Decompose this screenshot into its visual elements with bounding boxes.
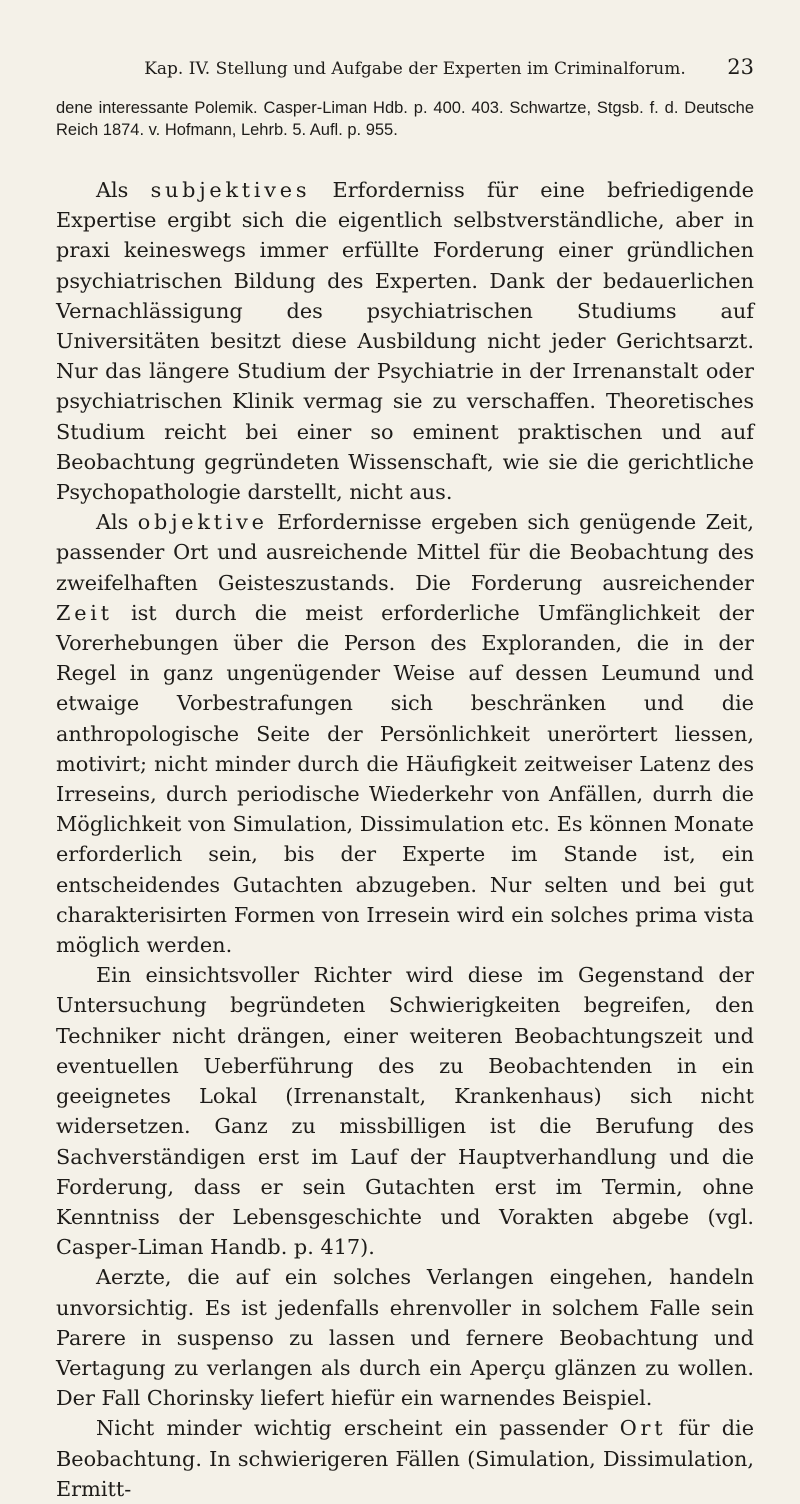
- page-number: 23: [727, 55, 754, 79]
- emphasis-ort: Ort: [619, 1416, 667, 1441]
- paragraph-doctors: Aerzte, die auf ein solches Verlangen eingehen, handeln unvorsichtig. Es ist jedenfalls ehrenvoller in solchem Falle sein Parere in suspenso zu lassen und fernere Beobachtung und Vertagung zu verlangen als durch ein Aperçu glänzen zu wollen. Der Fall Chorinsky liefert hiefür ein warnendes Beispiel.: [56, 1265, 754, 1411]
- running-title: Kap. IV. Stellung und Aufgabe der Experten im Criminalforum.: [144, 59, 686, 79]
- paragraph-place: Nicht minder wichtig erscheint ein passender Ort für die Beobachtung. In schwierigeren Fällen (Simulation, Dissimulation, Ermitt-: [56, 1416, 755, 1501]
- emphasis-subjektives: subjektives: [150, 178, 311, 202]
- running-header: [56, 0, 754, 79]
- emphasis-zeit: Zeit: [56, 600, 113, 625]
- paragraph-objective: Als objektive Erfordernisse ergeben sich genügende Zeit, passender Ort und ausreichende Mittel für die Beobachtung des zweifelhaften Geisteszustands. Die Forderung ausreichender Zeit ist durch die meist erforderliche Umfänglichkeit der Vorerhebungen über die Person des Exploranden, die in der Regel in ganz ungenügender Weise auf dessen Leumund und etwaige Vorbestrafungen sich beschränken und die anthropologische Seite der Persönlichkeit unerörtert liessen, motivirt; nicht minder durch die Häufigkeit zeitweiser Latenz des Irreseins, durch periodische Wiederkehr von Anfällen, durrh die Möglichkeit von Simulation, Dissimulation etc. Es können Monate erforderlich sein, bis der Experte im Stande ist, ein entscheidendes Gutachten abzugeben. Nur selten und bei gut charakterisirten Formen von Irresein wird ein solches prima vista möglich werden.: [56, 510, 754, 958]
- paragraph-judge: Ein einsichtsvoller Richter wird diese im Gegenstand der Untersuchung begründeten Schwierigkeiten begreifen, den Techniker nicht drängen, einer weiteren Beobachtungszeit und eventuellen Ueberführung des zu Beobachtenden in ein geeignetes Lokal (Irrenanstalt, Krankenhaus) sich nicht widersetzen. Ganz zu missbilligen ist die Berufung des Sachverständigen erst im Lauf der Hauptverhandlung und die Forderung, dass er sein Gutachten erst im Termin, ohne Kenntniss der Lebensgeschichte und Vorakten abgebe (vgl. Casper-Liman Handb. p. 417).: [56, 963, 754, 1260]
- footnote-continuation: dene interessante Polemik. Casper-Liman Hdb. p. 400. 403. Schwartze, Stgsb. f. d. Deutsche Reich 1874. v. Hofmann, Lehrb. 5. Aufl. p. 955.: [56, 99, 754, 139]
- emphasis-objektive: objektive: [137, 510, 268, 535]
- paragraph-subjective: Als subjektives Erforderniss für eine befriedigende Expertise ergibt sich die eigentlich selbstverständliche, aber in praxi keineswegs immer erfüllte Forderung einer gründlichen psychiatrischen Bildung des Experten. Dank der bedauerlichen Vernachlässigung des psychiatrischen Studiums auf Universitäten besitzt diese Ausbildung nicht jeder Gerichtsarzt. Nur das längere Studium der Psychiatrie in der Irrenanstalt oder psychiatrischen Klinik vermag sie zu verschaffen. Theoretisches Studium reicht bei einer so eminent praktischen und auf Beobachtung gegründeten Wissenschaft, wie sie die gerichtliche Psychopathologie darstellt, nicht aus.: [56, 178, 754, 505]
- body-text: [56, 175, 754, 1504]
